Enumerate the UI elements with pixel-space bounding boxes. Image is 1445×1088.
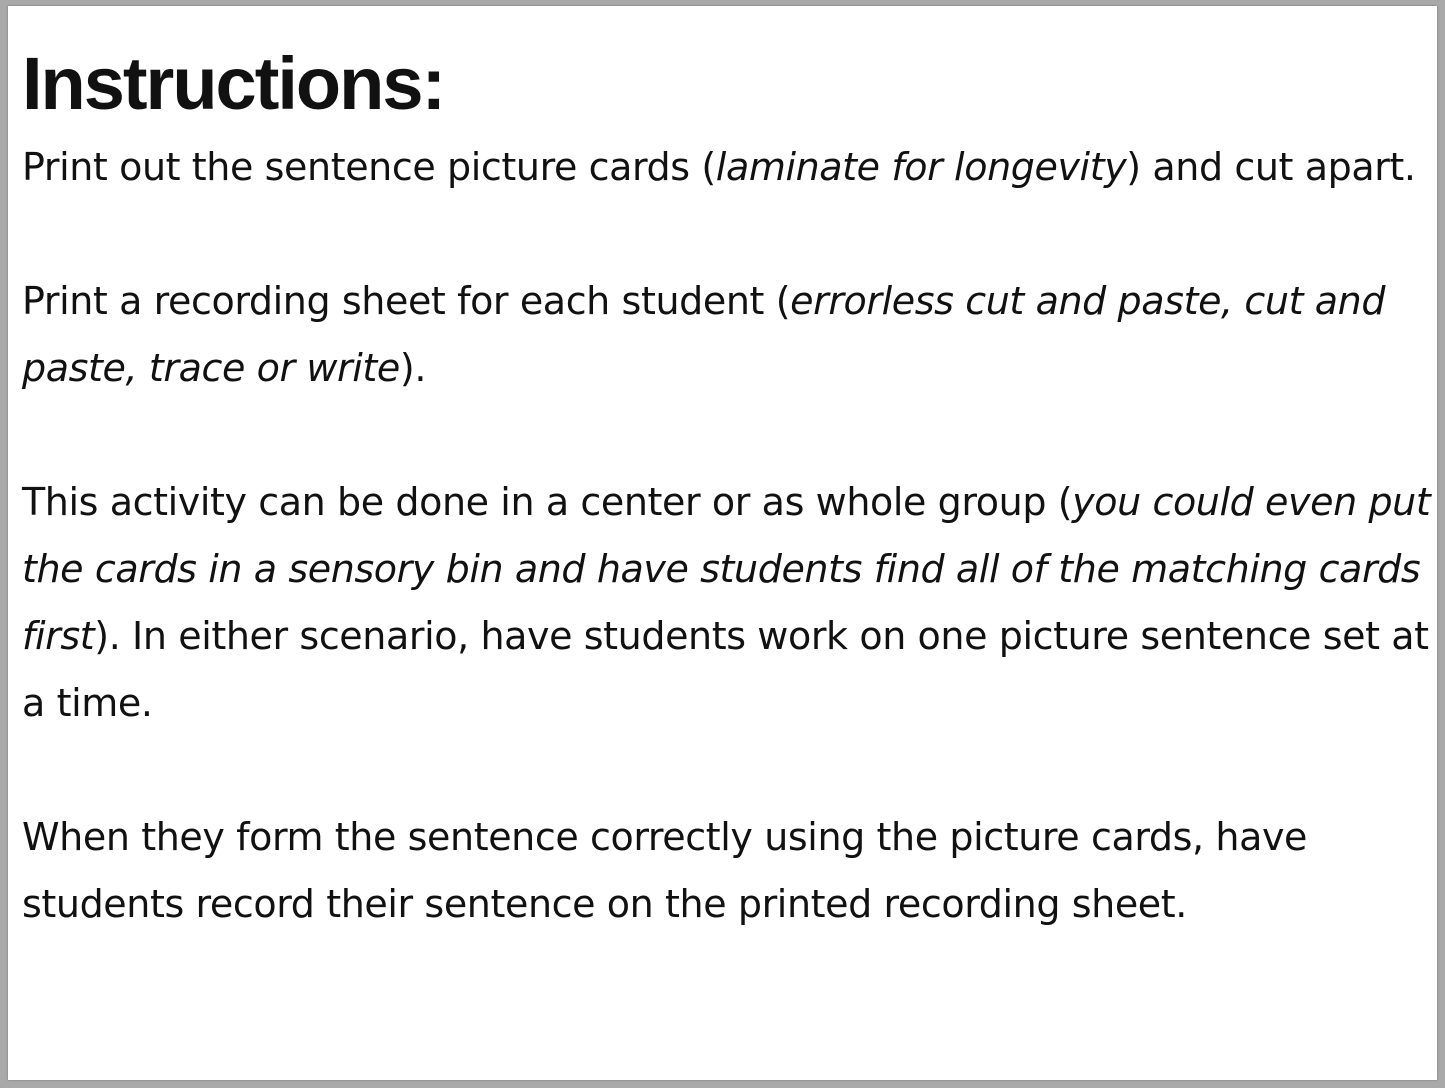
p1-italic-note: laminate for longevity [715,145,1127,189]
p3-text-start: This activity can be done in a center or as whole group ( [22,480,1073,524]
p2-italic-note: errorless cut and paste, cut and paste, trace or write [22,279,1386,390]
document-page [8,6,1437,1080]
p1-text-end: ) and cut apart. [1126,145,1416,189]
instruction-paragraph-2 [22,268,1432,402]
p1-text-start: Print out the sentence picture cards ( [22,145,716,189]
p4-text: When they form the sentence correctly using the picture cards, have students record their sentence on the printed recording sheet. [22,815,1308,926]
instruction-paragraph-4 [22,804,1432,938]
p3-italic-note: you could even put the cards in a sensory bin and have students find all of the matching cards first [22,480,1431,658]
p2-text-start: Print a recording sheet for each student ( [22,279,791,323]
instruction-paragraph-3 [22,469,1432,737]
instruction-paragraph-1 [22,134,1432,201]
page-title: Instructions: [22,42,445,125]
p3-text-end: ). In either scenario, have students work on one picture sentence set at a time. [22,614,1429,725]
p2-text-end: ). [399,346,426,390]
